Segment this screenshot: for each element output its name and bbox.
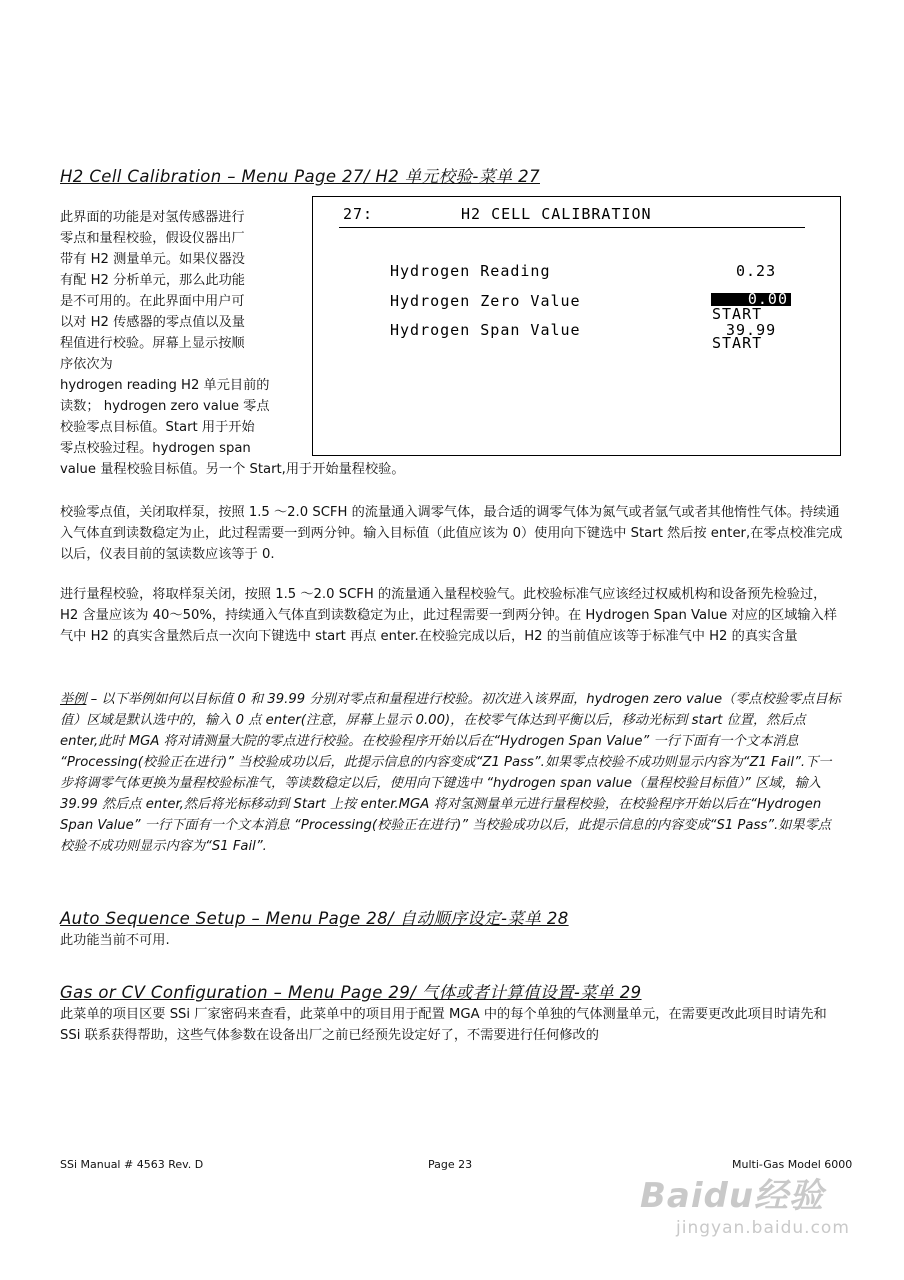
intro-line: 此界面的功能是对氢传感器进行 [60,210,245,225]
section-heading-gas-config: Gas or CV Configuration – Menu Page 29/ 气体或者计算值设置-菜单 29 [60,983,642,1002]
lcd-value-reading: 0.23 [736,262,777,280]
intro-line: 校验零点目标值。Start 用于开始 [60,420,255,435]
intro-line: hydrogen reading H2 单元目前的 [60,378,270,393]
lcd-label-reading: Hydrogen Reading [390,262,551,280]
auto-sequence-text: 此功能当前不可用. [60,933,170,948]
lcd-start-span[interactable]: START [712,334,763,352]
lcd-screen [312,196,841,456]
intro-line: 零点和量程校验，假设仪器出厂 [60,231,245,246]
lcd-value-span[interactable]: 39.99 [726,321,777,339]
paragraph-example [60,689,844,857]
example-text: – 以下举例如何以目标值 0 和 39.99 分别对零点和量程进行校验。初次进入该界面，hydrogen zero value（零点校验零点目标值）区域是默认选中的，输入 0 点 enter(注意，屏幕上显示 0.00)，在校零气体达到平衡以后，移动光标到 start 位置，然后点 enter,此时 MGA 将对请测量大院的零点进行校验。在校验程序开始以后在“Hydrogen Span Value” 一行下面有一个文本消息 “Processing(校验正在进行)” 当校验成功以后，此提示信息的内容变成“Z1 Pass”.如果零点校验不成功则显示内容为“Z1 Fail”.下一步将调零气体更换为量程校验标准气，等读数稳定以后，使用向下键选中 “hydrogen span value（量程校验目标值）” 区域，输入 39.99 然后点 enter,然后将光标移动到 Start 上按 enter.MGA 将对氢测量单元进行量程校验，在校验程序开始以后在“Hydrogen Span Value” 一行下面有一个文本消息 “Processing(校验正在进行)” 当校验成功以后，此提示信息的内容变成“S1 Pass”.如果零点校验不成功则显示内容为“S1 Fail”. [60,692,841,854]
watermark-logo: Baidu经验 [640,1176,825,1216]
lcd-title: H2 CELL CALIBRATION [461,205,652,223]
intro-line: 程值进行校验。屏幕上显示按顺 [60,336,245,351]
example-label: 举例 [60,692,87,707]
lcd-start-zero[interactable]: START [712,305,763,323]
intro-line: 以对 H2 传感器的零点值以及量 [60,315,245,330]
watermark-url: jingyan.baidu.com [676,1218,850,1238]
intro-line: value 量程校验目标值。另一个 Start,用于开始量程校验。 [60,462,405,477]
intro-line: 是不可用的。在此界面中用户可 [60,294,245,309]
intro-line: 序依次为 [60,357,113,372]
lcd-page-number: 27: [343,205,374,223]
lcd-value-zero-selected[interactable]: 0.00 [711,293,791,306]
intro-line: 读数； hydrogen zero value 零点 [60,399,270,414]
footer-manual-number: SSi Manual # 4563 Rev. D [60,1158,204,1171]
section-heading-auto-sequence: Auto Sequence Setup – Menu Page 28/ 自动顺序设定-菜单 28 [60,909,569,928]
lcd-label-span: Hydrogen Span Value [390,321,581,339]
lcd-label-zero: Hydrogen Zero Value [390,292,581,310]
footer-model: Multi-Gas Model 6000 [732,1158,853,1171]
paragraph-zero-calibration: 校验零点值，关闭取样泵，按照 1.5 ～2.0 SCFH 的流量通入调零气体，最合适的调零气体为氮气或者氩气或者其他惰性气体。持续通入气体直到读数稳定为止，此过程需要一到两分钟。输入目标值（此值应该为 0）使用向下键选中 Start 然后按 enter,在零点校准完成以后，仪表目前的氢读数应该等于 0. [60,505,843,562]
intro-line: 带有 H2 测量单元。如果仪器没 [60,252,245,267]
paragraph-span-calibration: 进行量程校验，将取样泵关闭，按照 1.5 ～2.0 SCFH 的流量通入量程校验气。此校验标准气应该经过权威机构和设备预先检验过，H2 含量应该为 40～50%，持续通入气体直到读数稳定为止，此过程需要一到两分钟。在 Hydrogen Span Value 对应的区域输入样气中 H2 的真实含量然后点一次向下键选中 start 再点 enter.在校验完成以后，H2 的当前值应该等于标准气中 H2 的真实含量 [60,587,837,644]
footer-page-number: Page 23 [428,1158,473,1171]
intro-line: 零点校验过程。hydrogen span [60,441,251,456]
intro-line: 有配 H2 分析单元，那么此功能 [60,273,245,288]
gas-config-text: 此菜单的项目区要 SSi 厂家密码来查看，此菜单中的项目用于配置 MGA 中的每个单独的气体测量单元，在需要更改此项目时请先和 SSi 联系获得帮助，这些气体参数在设备出厂之前已经预先设定好了，不需要进行任何修改的 [60,1007,827,1043]
section-heading-h2-calibration: H2 Cell Calibration – Menu Page 27/ H2 单元校验-菜单 27 [60,167,540,186]
